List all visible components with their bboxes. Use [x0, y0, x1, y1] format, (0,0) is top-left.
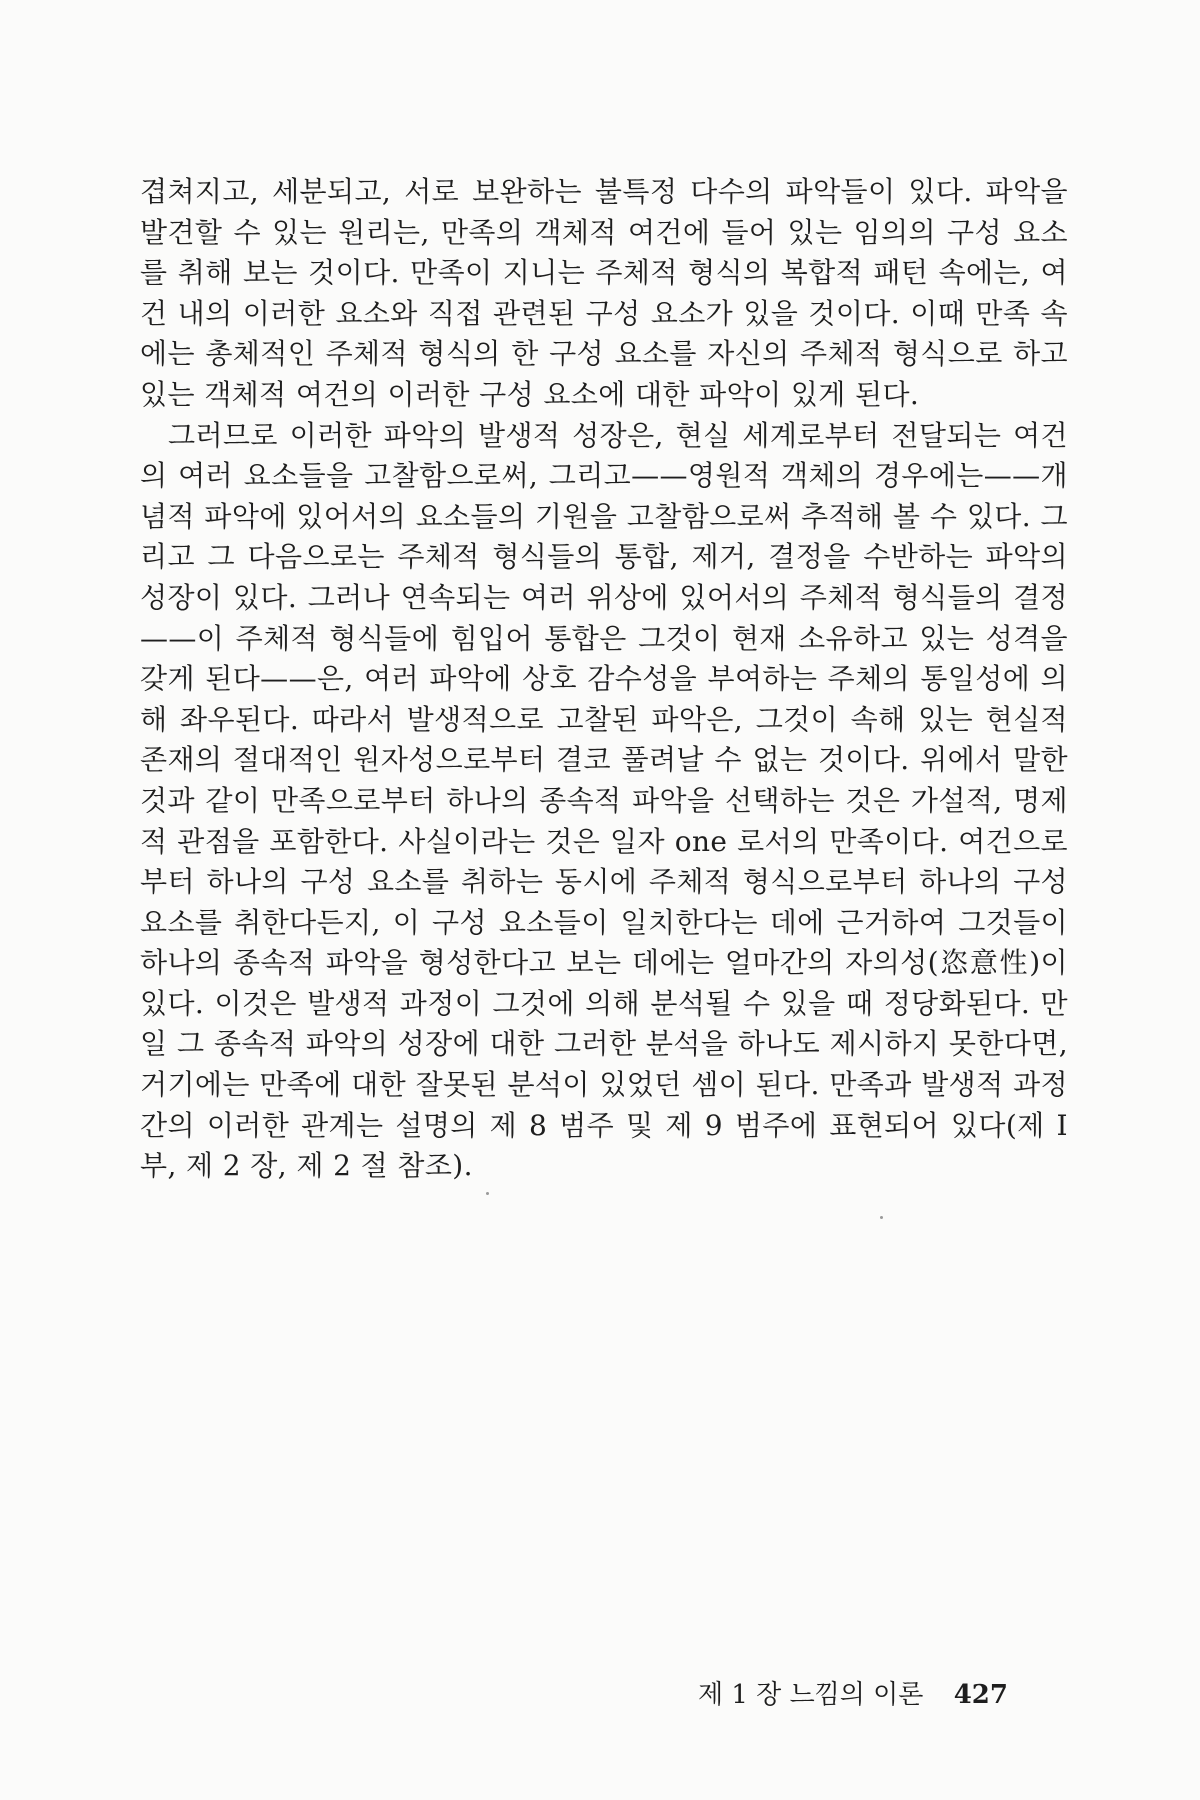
paragraph-1: 겹쳐지고, 세분되고, 서로 보완하는 불특정 다수의 파악들이 있다. 파악을 발견할 수 있는 원리는, 만족의 객체적 여건에 들어 있는 임의의 구성 요소를 취해 보는 것이다. 만족이 지니는 주체적 형식의 복합적 패턴 속에는, 여건 내의 이러한 요소와 직접 관련된 구성 요소가 있을 것이다. 이때 만족 속에는 총체적인 주체적 형식의 한 구성 요소를 자신의 주체적 형식으로 하고 있는 객체적 여건의 이러한 구성 요소에 대한 파악이 있게 된다.	[140, 175, 1068, 411]
running-head: 제 1 장 느낌의 이론	[698, 1680, 924, 1710]
paragraph-2: 그러므로 이러한 파악의 발생적 성장은, 현실 세계로부터 전달되는 여건의 여러 요소들을 고찰함으로써, 그리고——영원적 객체의 경우에는——개념적 파악에 있어서의 요소들의 기원을 고찰함으로써 추적해 볼 수 있다. 그리고 그 다음으로는 주체적 형식들의 통합, 제거, 결정을 수반하는 파악의 성장이 있다. 그러나 연속되는 여러 위상에 있어서의 주체적 형식들의 결정——이 주체적 형식들에 힘입어 통합은 그것이 현재 소유하고 있는 성격을 갖게 된다——은, 여러 파악에 상호 감수성을 부여하는 주체의 통일성에 의해 좌우된다. 따라서 발생적으로 고찰된 파악은, 그것이 속해 있는 현실적 존재의 절대적인 원자성으로부터 결코 풀려날 수 없는 것이다. 위에서 말한 것과 같이 만족으로부터 하나의 종속적 파악을 선택하는 것은 가설적, 명제적 관점을 포함한다. 사실이라는 것은 일자 one 로서의 만족이다. 여건으로부터 하나의 구성 요소를 취하는 동시에 주체적 형식으로부터 하나의 구성 요소를 취한다든지, 이 구성 요소들이 일치한다는 데에 근거하여 그것들이 하나의 종속적 파악을 형성한다고 보는 데에는 얼마간의 자의성(恣意性)이 있다. 이것은 발생적 과정이 그것에 의해 분석될 수 있을 때 정당화된다. 만일 그 종속적 파악의 성장에 대한 그러한 분석을 하나도 제시하지 못한다면, 거기에는 만족에 대한 잘못된 분석이 있었던 셈이 된다. 만족과 발생적 과정간의 이러한 관계는 설명의 제 8 범주 및 제 9 범주에 표현되어 있다(제 I 부, 제 2 장, 제 2 절 참조).	[140, 418, 1068, 1183]
page-number: 427	[953, 1680, 1008, 1710]
body-text	[140, 172, 1068, 1187]
page-footer	[698, 1674, 1070, 1714]
scan-speck	[880, 1216, 883, 1219]
scan-speck	[486, 1192, 489, 1195]
